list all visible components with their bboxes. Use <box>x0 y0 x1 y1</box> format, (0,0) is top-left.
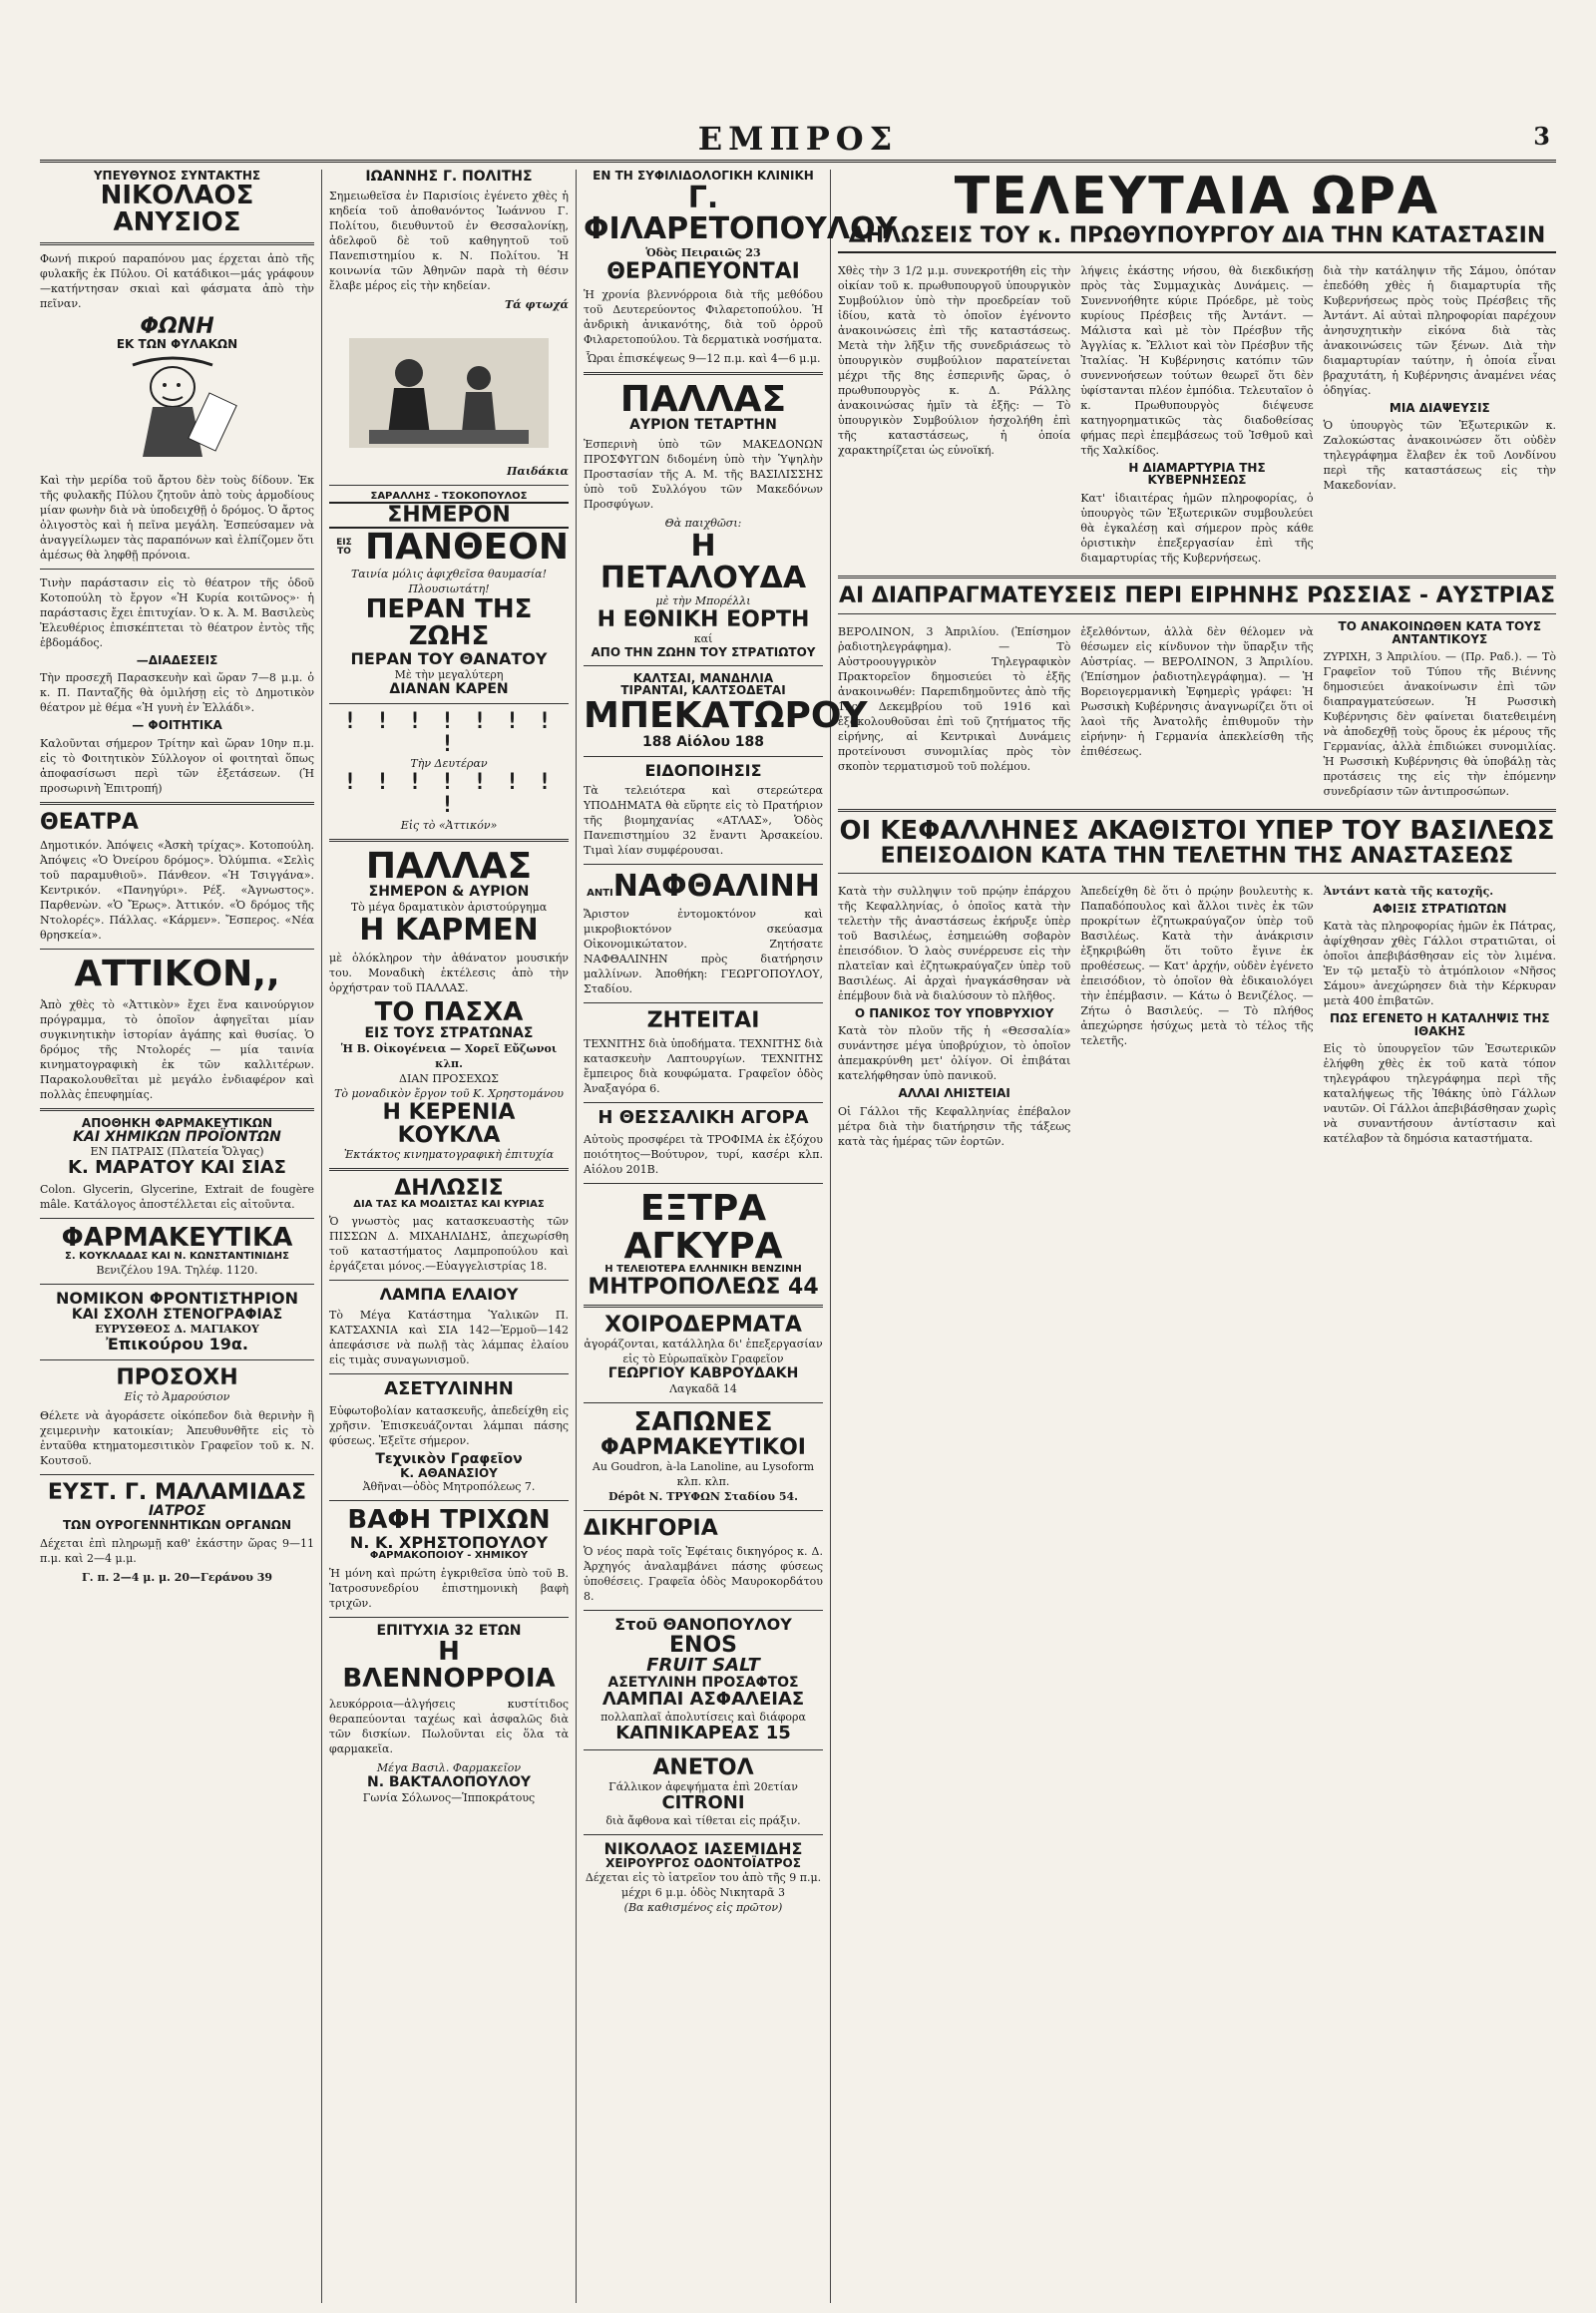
enos-heading: ENOS <box>669 1633 737 1659</box>
today-label: ΣΗΜΕΡΟΝ <box>329 502 569 529</box>
naftalini-text: Ἄριστον ἐντομοκτόνον καὶ μικροβιοκτόνον σκεύασμα Οἰκονομικώτατον. Ζητήσατε ΝΑΦΘΑΛΙΝΗΝ πρὸς διατήρησιν μαλλίνων. Ἀποθήκη: ΓΕΩΡΓΟΠΟΥΛΟΥ, Σταδίου. <box>584 907 823 995</box>
article-c-col1-c: Οἱ Γάλλοι τῆς Κεφαλληνίας ἐπέβαλον μέτρα διὰ τὴν διατήρησιν τῆς τάξεως κατὰ τὰς ἡμέρας τῶν ἑορτῶν. <box>838 1104 1071 1148</box>
citroni-heading: CITRONI <box>661 1791 745 1813</box>
xoirodermata-address: Λαγκαδᾶ 14 <box>669 1381 737 1395</box>
column-3 <box>584 169 898 2303</box>
vafi-role: ΦΑΡΜΑΚΟΠΟΙΟΥ - ΧΗΜΙΚΟΥ <box>369 1550 529 1562</box>
xoirodermata-name: ΓΕΩΡΓΙΟΥ ΚΑΒΡΟΥΔΑΚΗ <box>607 1365 799 1382</box>
farmakeftikoi-heading: ΦΑΡΜΑΚΕΥΤΙΚΟΙ <box>600 1435 806 1461</box>
article-a-col2-note: Η ΔΙΑΜΑΡΤΥΡΙΑ ΤΗΣ ΚΥΒΕΡΝΗΣΕΩΣ <box>1128 460 1266 488</box>
column-rule <box>830 170 831 2303</box>
ad1-title: ΑΠΟΘΗΚΗ ΦΑΡΜΑΚΕΥΤΙΚΩΝ <box>81 1115 273 1130</box>
pallas-heading: ΠΑΛΛΑΣ <box>365 845 533 887</box>
pascha-note: ΔΙΑΝ ΠΡΟΣΕΧΩΣ <box>399 1071 499 1085</box>
agora-text: Αὐτοὺς προσφέρει τὰ ΤΡΟΦΙΜΑ ἐκ ἐξόχου ποιότητος—Βούτυρον, τυρί, κασέρι κλπ. Αἰόλου 201Β. <box>584 1132 823 1176</box>
column-rule <box>576 170 577 2303</box>
article-b-col3-note: ΤΟ ΑΝΑΚΟΙΝΩΘΕΝ ΚΑΤΑ ΤΟΥΣ ΑΝΤΑΝΤΙΚΟΥΣ <box>1338 618 1542 646</box>
masthead <box>40 120 1556 163</box>
ethniki-heading-2: ΑΠΟ ΤΗΝ ΖΩΗΝ ΤΟΥ ΣΤΡΑΤΙΩΤΟΥ <box>591 645 816 660</box>
article-c-col3-note: Ἀντάντ κατὰ τῆς κατοχῆς. <box>1323 884 1494 898</box>
film1-subtitle: ΠΕΡΑΝ ΤΟΥ ΘΑΝΑΤΟΥ <box>350 648 548 668</box>
ad4-text: Θέλετε νὰ ἀγοράσετε οἰκόπεδον διὰ θερινὴν ἢ χειμερινὴν κατοικίαν; Ἀπευθυνθῆτε εἰς τὸ ἐνταῦθα κτηματομεσιτικὸν Γραφεῖον τοῦ κ. Ν. Κουτσοῦ. <box>40 1409 314 1468</box>
exclam-note: Τὴν Δευτέραν <box>410 757 488 771</box>
zitountai-heading: ΖΗΤΕΙΤΑΙ <box>646 1007 760 1033</box>
thanopoulou-heading: Στοῦ ΘΑΝΟΠΟΥΛΟΥ <box>614 1615 792 1635</box>
film1-star: ΔΙΑΝΑΝ ΚΑΡΕΝ <box>389 681 509 698</box>
ad3-title: ΝΟΜΙΚΟΝ ΦΡΟΝΤΙΣΤΗΡΙΟΝ <box>56 1288 298 1308</box>
ad5-address: Γ. π. 2—4 μ. μ. 20—Γεράνου 39 <box>81 1570 273 1584</box>
article-a-col3-note: ΜΙΑ ΔΙΑΨΕΥΣΙΣ <box>1389 400 1490 415</box>
exclam-line: ! ! ! ! ! ! ! ! <box>343 709 555 758</box>
article-b-headline: ΑΙ ΔΙΑΠΡΑΓΜΑΤΕΥΣΕΙΣ ΠΕΡΙ ΕΙΡΗΝΗΣ ΡΩΣΣΙΑΣ - ΑΥΣΤΡΙΑΣ <box>838 582 1556 608</box>
vafi-heading: ΒΑΦΗ ΤΡΙΧΩΝ <box>347 1505 551 1536</box>
epitychia-heading: ΕΠΙΤΥΧΙΑ 32 ΕΤΩΝ <box>376 1622 522 1639</box>
pallas-heading-2: ΠΑΛΛΑΣ <box>619 378 787 420</box>
theatra-heading: ΘΕΑΤΡΑ <box>40 810 139 836</box>
bekatorou-address: 188 Αἰόλου 188 <box>641 733 765 750</box>
pantheon-text: Ταινία μόλις ἀφιχθεῖσα θαυμασία! Πλουσιωτάτη! <box>350 568 548 596</box>
ad4-subtitle: Εἰς τὸ Ἀμαρούσιον <box>124 1390 230 1404</box>
lampai-text: πολλαπλαῖ ἀπολυτίσεις καὶ διάφορα <box>600 1710 806 1724</box>
article-c-subheadline: ΕΠΕΙΣΟΔΙΟΝ ΚΑΤΑ ΤΗΝ ΤΕΛΕΤΗΝ ΤΗΣ ΑΝΑΣΤΑΣΕΩΣ <box>838 845 1556 873</box>
clinic-text: Ἡ χρονία βλεννόρροια διὰ τῆς μεθόδου τοῦ Δευτερεύοντος Φιλαρετοπούλου. Ἡ ἀνδρικὴ ἀνικανότης, διὰ τοῦ ὁρροῦ Φιλαρετοπούλου. Τὰ δερματικὰ νοσήματα. <box>584 287 823 346</box>
article-c-col3-note3: ΠΩΣ ΕΓΕΝΕΤΟ Η ΚΑΤΑΛΗΨΙΣ ΤΗΣ ΙΘΑΚΗΣ <box>1330 1011 1550 1038</box>
fruit-salt: FRUIT SALT <box>646 1655 760 1677</box>
article-b-col1: ΒΕΡΟΛΙΝΟΝ, 3 Ἀπριλίου. (Ἐπίσημον ῥαδιοτηλεγράφημα). — Τὸ Αὐστροουγγρικὸν Τηλεγραφικὸν Πρακτορεῖον δημοσιεύει τὸ ἑξῆς ἀνακοινωθέν: Παρεπιδημοῦντες ἀπὸ τῆς 1ης Δεκεμβρίου τοῦ 1916 καὶ ἐξακολουθοῦσαι ἐπὶ τοῦ ζητήματος τῆς εἰρήνης, αἱ Κεντρικαὶ Δυνάμεις προτείνουσι συνομιλίας πρὸς τὸν σκοπὸν τερματισμοῦ τοῦ πολέμου. <box>838 624 1071 773</box>
pascha-text: Ἡ Β. Οἰκογένεια — Χορεῖ Εὔζωνοι κλπ. <box>340 1041 558 1070</box>
article-c-col2: Ἀπεδείχθη δὲ ὅτι ὁ πρῴην βουλευτὴς κ. Παπαδόπουλος καὶ ἄλλοι τινὲς ἐκ τῶν προκρίτων ἐζητωκραύγαζον ὑπὲρ τοῦ Βασιλέως. Κατὰ τὴν ἀνάκρισιν ἐξηκριβώθη ὅτι τοῦτο ἔγινε ἐκ προθέσεως. — Κατ' ἀρχήν, οὐδὲν ἐγένετο ἐπεισόδιον, τὸ ὁποῖον θὰ ἐδικαιολόγει τὴν ἐπέμβασιν. — Κάτω ὁ Βενιζέλος. — Ζήτω ὁ Βασιλεύς. — Τὸ πλήθος ἀπεχώρησε ἡσύχως μετὰ τὸ τέλος τῆς τελετῆς. <box>1080 884 1314 1047</box>
ad2-title: ΦΑΡΜΑΚΕΥΤΙΚΑ <box>61 1223 293 1254</box>
article-a-col3-b: Ὁ ὑπουργὸς τῶν Ἐξωτερικῶν κ. Ζαλοκώστας ἀνακοινώσεν ὅτι οὐδὲν τηλεγράφημα ἔλαβεν ἐκ τοῦ Λονδίνου περὶ τῆς καταστάσεως εἰς τὴν Μακεδονίαν. <box>1323 419 1556 493</box>
sapounes-text: Au Goudron, à-la Lanoline, au Lysoform κλπ. κλπ. <box>592 1460 815 1489</box>
phoni-heading: ΦΩΝΗ <box>140 314 214 340</box>
column-2 <box>329 170 569 2303</box>
phoni-text: Καὶ τὴν μερίδα τοῦ ἄρτου δὲν τοὺς δίδουν. Ἐκ τῆς φυλακῆς Πύλου ζητοῦν ἀπὸ τοὺς ἁρμοδίους μίαν φωνὴν διὰ νὰ ὑποδειχθῇ ὁ δρόμος. Ὁ ἄρτος ὀλιγοστὸς καὶ ἡ πεῖνα μεγάλη. Ἐσπεύσαμεν νὰ ἀναγγείλωμεν τὰς παραπόνων καὶ ἐλπίζομεν ὅτι ἀμέσως θὰ ληφθῇ πρόνοια. <box>40 473 314 562</box>
kaltsai-line: ΚΑΛΤΣΑΙ, ΜΑΝΔΗΛΙΑ <box>632 670 774 685</box>
diaxeiseis-heading: —ΔΙΑΔΕΣΕΙΣ <box>136 652 218 667</box>
eidopoiisis-text: Τὰ τελειότερα καὶ στερεώτερα ΥΠΟΔΗΜΑΤΑ θὰ εὕρητε εἰς τὸ Πρατήριον τῆς βιομηχανίας «ΑΤΛΑΣ», Ὁδὸς Πανεπιστημίου 32 ἔναντι Ἀρσακείου. Τιμαὶ λίαν συμφέρουσαι. <box>584 784 823 858</box>
xoirodermata-heading: ΧΟΙΡΟΔΕΡΜΑΤΑ <box>604 1313 802 1338</box>
article-a-col1: Χθὲς τὴν 3 1/2 μ.μ. συνεκροτήθη εἰς τὴν οἰκίαν τοῦ κ. πρωθυπουργοῦ ὑπουργικὸν Συμβούλιον ὑπὸ τὴν προεδρείαν τοῦ ἰδίου, κατὰ τὸ ὁποῖον ἐγένοντο ἀνακοινώσεις ἐπὶ τῆς καταστάσεως. Μετὰ τὴν λῆξιν τῆς συνεδριάσεως τὸ ὑπουργικὸν συμβούλιον παρατείνεται μέχρι τῆς 8ης ἑσπερινῆς ὥρας, ὁ πρωθυπουργὸς κ. Δ. Ράλλης ἀνακοινώσας ἡμῖν τὰ ἑξῆς: — Τὸ ὑπουργικὸν Συμβούλιον ἠσχολήθη ἐπὶ τῆς καταστάσεως, ἡ ὁποία χαρακτηρίζεται ὡς εὐνοϊκή. <box>838 263 1071 457</box>
clinic-heading: ΕΝ ΤΗ ΣΥΦΙΛΙΔΟΛΟΓΙΚΗ ΚΛΙΝΙΚΗ <box>593 169 814 183</box>
asetylini-address: Ἀθῆναι—ὁδὸς Μητροπόλεως 7. <box>362 1480 536 1494</box>
bekatorou-heading: ΜΠΕΚΑΤΩΡΟΥ <box>584 695 868 737</box>
theatre-intro: Τινὴν παράστασιν εἰς τὸ θέατρον τῆς ὁδοῦ Κοτοπούλη τὸ ἔργον «Ἡ Κυρία κοιτῶνος»· ἡ παράστασις ἔχει ἐπιτυχίαν. Ὁ κ. Ἀ. Μ. Βασιλεὺς Ἐλευθέριος ἐπισκέπτεται τὸ θέατρον ἐντὸς τῆς ἑβδομάδος. <box>40 576 314 649</box>
ad4-title: ΠΡΟΣΟΧΗ <box>116 1365 238 1391</box>
exclam-note-2: Εἰς τὸ «Ἀττικόν» <box>400 818 498 832</box>
attikon-heading: ΑΤΤΙΚΟΝ,, <box>74 954 280 995</box>
ad5-text: Δέχεται ἐπὶ πληρωμῇ καθ' ἑκάστην ὥρας 9—11 π.μ. καὶ 2—4 μ.μ. <box>40 1536 314 1565</box>
dilosis-text: Ὁ γνωστὸς μας κατασκευαστὴς τῶν ΠΙΣΣΩΝ Δ. ΜΙΧΑΗΛΙΔΗΣ, ἀπεχωρίσθη τοῦ καταστήματος Λαμπροπούλου καὶ ἐργάζεται μόνος.—Εὐαγγελιστρίας 18. <box>329 1215 569 1274</box>
ad1-subtitle: ΚΑΙ ΧΗΜΙΚΩΝ ΠΡΟΪΟΝΤΩΝ <box>73 1128 281 1145</box>
poet-text: Σημειωθεῖσα ἐν Παρισίοις ἐγένετο χθὲς ἡ κηδεία τοῦ ἀποθανόντος Ἰωάννου Γ. Πολίτου, διευθυντοῦ ἐν Θεσσαλονίκῃ, ἀδελφοῦ δὲ τοῦ καθηγητοῦ τοῦ Πανεπιστημίου κ. Ν. Πολίτου. Ἡ κοινωνία τῶν Ἀθηνῶν παρὰ τὴ θέσιν ἔλαβε μέρος εἰς τὴν κηδείαν. <box>329 189 569 292</box>
headline: ΤΕΛΕΥΤΑΙΑ ΩΡΑ <box>954 167 1440 226</box>
pallas-play: Θὰ παιχθῶσι: <box>664 517 742 531</box>
petalouda-sub: μὲ τὴν Μπορέλλι <box>655 594 751 608</box>
kapnikarea-heading: ΚΑΠΝΙΚΑΡΕΑΣ 15 <box>615 1722 791 1743</box>
theatra-text: Δημοτικόν. Ἀπόψεις «Ἀσκὴ τρίχας». Κοτοπούλη. Ἀπόψεις «Ὁ Ὀνείρου δρόμος». Ὀλύμπια. «Σελὶς τοῦ παραμυθιοῦ». Πάνθεον. «Ἡ Τσιγγάνα». Κεντρικόν. «Πανηγύρι». Ρέξ. «Ἀγνωστος». Παρθενὼν. «Ὁ Ἔρως». Ἀττικόν. «Ὁ δρόμος τῆς Ντολορές». Πάλλας. «Κάρμεν». Ἔσπερος. «Νέα θρησκεία». <box>40 839 314 943</box>
intro-text: Φωνή πικρού παραπόνου μας έρχεται ἀπὸ τῆς φυλακῆς ἐκ Πύλου. Οἱ κατάδικοι—μάς γράφουν—κατήντησαν σκιαὶ καὶ φάσματα ἀπὸ τὴν πεῖναν. <box>40 252 314 311</box>
ad2-subtitle: Σ. ΚΟΥΚΛΑΔΑΣ ΚΑΙ Ν. ΚΩΝΣΤΑΝΤΙΝΙΔΗΣ <box>65 1251 289 1263</box>
foitiki-heading: — ΦΟΙΤΗΤΙΚΑ <box>132 718 222 733</box>
pantheon-heading: ΠΑΝΘΕΟΝ <box>364 527 569 569</box>
article-c-headline: ΟΙ ΚΕΦΑΛΛΗΝΕΣ ΑΚΑΘΙΣΤΟΙ ΥΠΕΡ ΤΟΥ ΒΑΣΙΛΕΩΣ <box>839 816 1555 847</box>
ad5-name: ΕΥΣΤ. Γ. ΜΑΛΑΜΙΔΑΣ <box>47 1480 307 1506</box>
iasemidis-text: Δέχεται εἰς τὸ ἰατρεῖον του ἀπὸ τῆς 9 π.μ. μέχρι 6 μ.μ. ὁδὸς Νικηταρᾶ 3 <box>585 1870 822 1899</box>
ekstra-heading: ΕΞΤΡΑ ΑΓΚΥΡΑ <box>623 1187 783 1267</box>
asetylini-heading: ΑΣΕΤΥΛΙΝΗΝ <box>384 1378 514 1400</box>
pallas-text-2: Ἐσπερινὴ ὑπὸ τῶν ΜΑΚΕΔΟΝΩΝ ΠΡΟΣΦΥΓΩΝ διδομένη ὑπὸ τὴν Ὑψηλὴν Προστασίαν τῆς Α. Μ. τῆς ΒΑΣΙΛΙΣΣΗΣ ὑπὸ τοῦ Συλλόγου τῶν Μακεδόνων Προσφύγων. <box>584 438 823 512</box>
dikigoria-heading: ΔΙΚΗΓΟΡΙΑ <box>584 1516 718 1542</box>
exclam-line-2: ! ! ! ! ! ! ! ! <box>343 770 555 819</box>
asetylini-name: Κ. ΑΘΑΝΑΣΙΟΥ <box>400 1465 498 1480</box>
naftalini-heading: ΝΑΦΘΑΛΙΝΗ <box>612 869 820 905</box>
pallas-day: ΑΥΡΙΟΝ ΤΕΤΑΡΤΗΝ <box>629 417 777 434</box>
zitountai-text: ΤΕΧΝΙΤΗΣ διὰ ὑποδήματα. ΤΕΧΝΙΤΗΣ διὰ κατασκευὴν Λαπτουργίων. ΤΕΧΝΙΤΗΣ ἔμπειρος διὰ κουφώματα. Γραφεῖον ὁδὸς Ἀναξαγόρα 6. <box>584 1036 823 1095</box>
caption: Τά φτωχά <box>504 297 569 311</box>
pascha-subheading: ΕΙΣ ΤΟΥΣ ΣΤΡΑΤΩΝΑΣ <box>364 1024 534 1041</box>
kerenia-subheading: Ἐκτάκτος κινηματογραφικὴ ἐπιτυχία <box>343 1147 555 1161</box>
lampa-text: Τὸ Μέγα Κατάστημα Ὑαλικῶν Π. ΚΑΤΣΑΧΝΙΑ καὶ ΣΙΑ 142—Ἑρμοῦ—142 ἀπεφάσισε νὰ πωλῇ τὰς λάμπας ἐλαίου εἰς τιμὰς συναγωνισμοῦ. <box>329 1309 569 1367</box>
pallas-text: Τὸ μέγα δραματικὸν ἀριστούργημα <box>350 901 548 915</box>
article-c-col3-b: Εἰς τὸ ὑπουργεῖον τῶν Ἐσωτερικῶν ἐλήφθη χθὲς ἐκ τοῦ κατὰ τόπον τηλεγράφου τηλεγράφημα περὶ τῆς καταλήψεως τῆς Ἰθάκης ὑπὸ Γάλλων ναυτῶν. Οἱ Γάλλοι ἀπεβιβάσθησαν χωρὶς νὰ συναντήσουν ἀντίστασιν καὶ κατέλαβον τὰ δημόσια καταστήματα. <box>1323 1042 1556 1146</box>
vlennorroia-address: Γωνία Σόλωνος—Ἱπποκράτους <box>362 1790 536 1804</box>
ekstra-address: ΜΗΤΡΟΠΟΛΕΩΣ 44 <box>588 1274 819 1300</box>
dilosis-subheading: ΔΙΑ ΤΑΣ ΚΑ ΜΟΔΙΣΤΑΣ ΚΑΙ ΚΥΡΙΑΣ <box>353 1198 545 1210</box>
ad3-line: ΕΥΡΥΣΘΕΟΣ Δ. ΜΑΓΙΑΚΟΥ <box>95 1323 259 1337</box>
lampai-heading: ΛΑΜΠΑΙ ΑΣΦΑΛΕΙΑΣ <box>601 1688 805 1710</box>
article-c-col1: Κατὰ τὴν συλληψιν τοῦ πρῴην ἐπάρχου τῆς Κεφαλληνίας, ὁ ὁποῖος κατὰ τὴν τελετὴν τῆς ἀναστάσεως ἐκήρυξε ὑπὲρ τοῦ Βασιλέως, ἐσημειώθη σοβαρὸν ἐπεισόδιον. Ὁ λαὸς συνέρρευσε εἰς τὴν πλατεῖαν καὶ ἐζητωκραύγαζεν ὑπὲρ τοῦ Βασιλέως. Αἱ ἀρχαὶ ἠναγκάσθησαν νὰ ἐπέμβουν διὰ νὰ διαλύσουν τὸ πλῆθος. <box>838 884 1071 1002</box>
article-c-col3-note2: ΑΦΙΞΙΣ ΣΤΡΑΤΙΩΤΩΝ <box>1373 901 1507 916</box>
vlennorroia-heading: Η ΒΛΕΝΝΟΡΡΟΙΑ <box>342 1636 556 1694</box>
carmen-text: μὲ ὁλόκληρον τὴν ἀθάνατον μουσικήν του. Μοναδικὴ ἐκτέλεσις ἀπὸ τὴν ὀρχήστραν τοῦ ΠΑΛΛΑΣ. <box>329 951 569 994</box>
article-a-col3: διὰ τὴν κατάληψιν τῆς Σάμου, ὁπόταν ἐπεδόθη χθὲς ἡ διαμαρτυρία τῆς Κυβερνήσεως πρὸς τοὺς Πρέσβεις τῆς Ἀντάντ. Αἱ αὐταὶ πληροφορίαι παρέχουν ἀνησυχητικὴν εἰκόνα διὰ τὰς ἀνακοινώσεις τῶν ξένων. Διὰ τὴν διαμαρτυρίαν ταύτην, ἡ ὁποία εἶναι βραχυτάτη, ἡ Κυβέρνησις ἀναμένει νέας ὁδηγίας. <box>1323 263 1556 397</box>
kerenia-heading: Η ΚΕΡΕΝΙΑ ΚΟΥΚΛΑ <box>382 1099 516 1148</box>
newspaper-title: ΕΜΠΡΟΣ <box>697 120 899 158</box>
article-c-col1-b: Κατὰ τὸν πλοῦν τῆς ἡ «Θεσσαλία» συνάντησε μέγα ὑποβρύχιον, τὸ ὁποῖον ἀπεμακρύνθη μετ' ὀλίγον. Οἱ ἐπιβάται κατελήφθησαν ὑπὸ πανικοῦ. <box>838 1024 1071 1083</box>
anetol-heading: ΑΝΕΤΟΛ <box>652 1754 754 1780</box>
foitiki-text: Καλοῦνται σήμερον Τρίτην καὶ ὥραν 10ην π.μ. εἰς τὸ Φοιτητικὸν Σύλλογον οἱ φοιτηταὶ ὅπως ἀποφασίσωσι περὶ τῶν ἐξετάσεων. (Ἡ προσωρινὴ Ἐπιτροπή) <box>40 737 314 796</box>
iasemidis-name: ΝΙΚΟΛΑΟΣ ΙΑΣΕΜΙΔΗΣ <box>603 1838 803 1858</box>
vlennorroia-foot: Μέγα Βασιλ. Φαρμακεῖον <box>376 1761 522 1775</box>
citroni-text: διὰ ἄφθονα καὶ τίθεται εἰς πράξιν. <box>605 1813 801 1827</box>
aseti-heading: ΑΣΕΤΥΛΙΝΗ ΠΡΟΣΑΦΤΟΣ <box>607 1675 799 1692</box>
article-c-col1-note2: ΑΛΛΑΙ ΛΗΙΣΤΕΙΑΙ <box>898 1086 1010 1101</box>
caption-2: Παιδάκια <box>506 464 569 478</box>
article-a-col2: λήψεις ἑκάστης νήσου, θὰ διεκδικήσῃ πρὸς τὰς Συμμαχικὰς Δυνάμεις. — Συνεννοήθητε κύριε Πρόεδρε, μὲ τοὺς κυρίους Πρέσβεις τῆς Ἀντάντ. — Μάλιστα καὶ μὲ τὸν Πρέσβυν τῆς Ἀγγλίας κ. Ἔλλιοτ καὶ τὸν Πρέσβυν τῆς Ἰταλίας. Ἡ Κυβέρνησις κατόπιν τῶν συνεννοήσεων τούτων θεωρεῖ ὅτι δὲν ὑφίστανται πλέον ἐμπόδια. Τελευταῖον ὁ κ. Πρωθυπουργὸς διέψευσε κατηγορηματικῶς τὰς διαδοθείσας φήμας περὶ ἐπεμβάσεως τοῦ Ἰσθμοῦ καὶ τῆς Χαλκίδος. <box>1080 263 1314 457</box>
column-rule <box>321 170 322 2303</box>
iasemidis-role: ΧΕΙΡΟΥΡΓΟΣ ΟΔΟΝΤΟΪΑΤΡΟΣ <box>605 1856 801 1871</box>
sapounes-heading: ΣΑΠΩΝΕΣ <box>633 1406 773 1437</box>
article-a-col2-b: Κατ' ἰδιαιτέρας ἡμῶν πληροφορίας, ὁ ὑπουργὸς τῶν Ἐξωτερικῶν συμβουλεύει θὰ ἐγκαλέσῃ καὶ σήμερον πρὸς κάθε ὁριστικὴν ἐπεξεργασίαν ἐπὶ τῆς διαμαρτυρίας τῆς Κυβερνήσεως. <box>1080 491 1314 565</box>
ad5-spec: ΤΩΝ ΟΥΡΟΓΕΝΝΗΤΙΚΩΝ ΟΡΓΑΝΩΝ <box>62 1518 292 1533</box>
article-b-col2: ἐξελθόντων, ἀλλὰ δὲν θέλομεν νὰ θέσωμεν εἰς κίνδυνον τὴν ὕπαρξιν τῆς Αὐστρίας. — ΒΕΡΟΛΙΝΟΝ, 3 Ἀπριλίου. (Ἐπίσημον ῥαδιοτηλεγράφημα). — Ἡ Βορειογερμανικὴ Ἐφημερὶς γράφει: Ἡ Ρωσσικὴ Κυβέρνησις ἀναγνωρίζει ὅτι οἱ λαοὶ τῆς Ἀνατολῆς ἐπιθυμοῦν τὴν εἰρήνην· ἡ Γερμανία ἀπεκλείσθη τῆς ἐπιθέσεως. <box>1080 624 1314 758</box>
vafi-text: Ἡ μόνη καὶ πρώτη ἐγκριθεῖσα ὑπὸ τοῦ Β. Ἰατροσυνεδρίου ἐπιστημονικὴ βαφὴ τριχῶν. <box>329 1566 569 1610</box>
asetylini-text: Εὐφωτοβολίαν κατασκευῆς, ἀπεδείχθη εἰς χρῆσιν. Ἐπισκευάζονται λάμπαι πάσης φύσεως. Ἐξεῖτε σήμερον. <box>329 1403 569 1447</box>
phoni-subheading: ΕΚ ΤΩΝ ΦΥΛΑΚΩΝ <box>116 337 238 352</box>
illustration-children <box>339 318 559 458</box>
dikigoria-text: Ὁ νέος παρὰ τοῖς Ἐφέταις δικηγόρος κ. Δ. Ἀρχηγός ἀναλαμβάνει πάσης φύσεως ὑποθέσεις. Γραφεῖα ὁδὸς Μαυροκορδάτου 8. <box>584 1545 823 1604</box>
ethniki-sub: καί <box>693 632 713 646</box>
article-b-col3: ΖΥΡΙΧΗ, 3 Ἀπριλίου. — (Πρ. Ραδ.). — Τὸ Γραφεῖον τοῦ Τύπου τῆς Βιέννης δημοσιεύει ἀνακοίνωσιν ἐπὶ τῶν διαπραγματεύσεων. Ἡ Ρωσσικὴ Κυβέρνησις δὲν φαίνεται διατεθειμένη νὰ ἀποδεχθῇ τοὺς ὅρους ἐκ μέρους τῆς Γερμανίας, ἀλλὰ ἐπιδιώκει συνομιλίας. Ἡ Ρωσσικὴ Κυβέρνησις θὰ ὑποβάλῃ τὰς προτάσεις της εἰς τὴν ἐπόμενην συνεδρίασιν τῶν ἀντιπροσώπων. <box>1323 650 1556 799</box>
vafi-name: Ν. Κ. ΧΡΗΣΤΟΠΟΥΛΟΥ <box>349 1532 549 1552</box>
film1-title: ΠΕΡΑΝ ΤΗΣ ΖΩΗΣ <box>365 594 533 652</box>
sapounes-depot: Dépôt Ν. ΤΡΥΦΩΝ Σταδίου 54. <box>608 1490 798 1504</box>
dilosis-heading: ΔΗΛΩΣΙΣ <box>394 1175 504 1201</box>
vlennorroia-name: Ν. ΒΑΚΤΑΛΟΠΟΥΛΟΥ <box>366 1774 531 1791</box>
ad3-address: Ἐπικούρου 19α. <box>106 1335 248 1354</box>
film1-by: Μὲ τὴν μεγαλύτερη <box>394 668 504 682</box>
ad1-place: ΕΝ ΠΑΤΡΑΙΣ (Πλατεία Ὄλγας) <box>90 1145 264 1159</box>
ad1-text: Colon. Glycerin, Glycerine, Extrait de fougère mâle. Κατάλογος ἀποστέλλεται εἰς αἰτοῦντα. <box>40 1183 314 1212</box>
kaltsai-line-2: ΤΙΡΑΝΤΑΙ, ΚΑΛΤΣΟΔΕΤΑΙ <box>620 683 786 698</box>
ekstra-subheading: Η ΤΕΛΕΙΟΤΕΡΑ ΕΛΛΗΝΙΚΗ ΒΕΝΖΙΝΗ <box>604 1264 802 1276</box>
pallas-subheading: ΣΗΜΕΡΟΝ & ΑΥΡΙΟΝ <box>368 884 530 901</box>
carmen-heading: Η ΚΑΡΜΕΝ <box>359 913 539 949</box>
editor-label: ΥΠΕΥΘΥΝΟΣ ΣΥΝΤΑΚΤΗΣ <box>93 169 261 183</box>
petalouda-heading: Η ΠΕΤΑΛΟΥΔΑ <box>599 529 807 595</box>
pantheon-prefix: ΕΙΣ ΤΟ <box>336 537 352 558</box>
kerenia-pre: Τὸ μοναδικὸν ἔργον τοῦ Κ. Χρηστομάνου <box>334 1086 564 1100</box>
editor-name: ΝΙΚΟΛΑΟΣ ΑΝΥΣΙΟΣ <box>100 180 254 237</box>
ad3-subtitle: ΚΑΙ ΣΧΟΛΗ ΣΤΕΝΟΓΡΑΦΙΑΣ <box>71 1306 283 1323</box>
article-c-col1-note: Ο ΠΑΝΙΚΟΣ ΤΟΥ ΥΠΟΒΡΥΧΙΟΥ <box>854 1005 1054 1020</box>
anetol-text: Γάλλικον ἀφεψήματα ἐπὶ 20ετίαν <box>608 1779 798 1793</box>
pascha-heading: ΤΟ ΠΑΣΧΑ <box>374 996 524 1027</box>
page-number: 3 <box>1533 122 1550 151</box>
column-1 <box>40 170 314 2303</box>
illustration-figure <box>113 357 242 467</box>
clinic-address: Ὁδὸς Πειραιῶς 23 <box>645 245 761 259</box>
xoirodermata-text: ἀγοράζονται, κατάλληλα δι' ἐπεξεργασίαν εἰς τὸ Εὑρωπαϊκὸν Γραφεῖον <box>584 1338 823 1366</box>
agora-heading: Η ΘΕΣΣΑΛΙΚΗ ΑΓΟΡΑ <box>598 1106 809 1128</box>
ad2-address: Βενιζέλου 19Α. Τηλέφ. 1120. <box>96 1263 258 1277</box>
column-4-news <box>838 167 1556 2303</box>
naftalini-prefix: ΑΝΤΙ <box>587 888 613 900</box>
clinic-hours: Ὧραι ἐπισκέψεως 9—12 π.μ. καὶ 4—6 μ.μ. <box>586 351 821 365</box>
clinic-therapeuontai: ΘΕΡΑΠΕΥΟΝΤΑΙ <box>606 258 800 284</box>
lampa-heading: ΛΑΜΠΑ ΕΛΑΙΟΥ <box>379 1285 519 1305</box>
attikon-text: Ἀπὸ χθὲς τὸ «Ἀττικὸν» ἔχει ἕνα καινούργιον πρόγραμμα, τὸ ὁποῖον ἀφηγεῖται μίαν συγκινητικὴν ἱστορίαν ἀγάπης καὶ θυσίας. Ὁ δρόμος τῆς Ντολορές — μία ταινία κινηματογραφικὴ ἐκ τῶν καλλιτέρων. Παρακολουθεῖται μὲ μεγάλο ἐνδιαφέρον καὶ πολλὰς ἐπευφημίας. <box>40 997 314 1101</box>
vlennorroia-text: λευκόρροια—ἀλγήσεις κυστίτιδος θεραπεύονται ταχέως καὶ ἀσφαλῶς διὰ τῶν δισκίων. Πωλοῦνται εἰς ὅλα τὰ φαρμακεῖα. <box>329 1698 569 1756</box>
ad5-role: ΙΑΤΡΟΣ <box>148 1503 206 1520</box>
article-c-col3: Κατὰ τὰς πληροφορίας ἡμῶν ἐκ Πάτρας, ἀφίχθησαν χθὲς Γάλλοι στρατιῶται, οἱ ὁποῖοι ἀπεβιβάσθησαν εἰς τὸν λιμένα. Ἐν τῷ μεταξὺ τὸ ἀτμόπλοιον «Νῆσος Σάμου» ἀνεχώρησεν διὰ τὴν Κέρκυραν μετὰ 400 ἐπιβατῶν. <box>1323 920 1556 1008</box>
poet-title: ΙΩΑΝΝΗΣ Γ. ΠΟΛΙΤΗΣ <box>365 169 533 185</box>
asetylini-office: Τεχνικὸν Γραφεῖον <box>375 1450 523 1467</box>
ad1-name: Κ. ΜΑΡΑΤΟΥ ΚΑΙ ΣΙΑΣ <box>68 1157 286 1179</box>
sub-headline: ΔΗΛΩΣΕΙΣ ΤΟΥ κ. ΠΡΩΘΥΠΟΥΡΓΟΥ ΔΙΑ ΤΗΝ ΚΑΤΑΣΤΑΣΙΝ <box>838 224 1556 253</box>
clinic-doctor: Γ. ΦΙΛΑΡΕΤΟΠΟΥΛΟΥ <box>584 180 898 247</box>
iasemidis-address: (Βα καθισμένος εἰς πρῶτον) <box>623 1900 783 1914</box>
ethniki-heading: Η ΕΘΝΙΚΗ ΕΟΡΤΗ <box>597 607 810 633</box>
theatre-company: ΣΑΡΑΛΛΗΣ - ΤΣΟΚΟΠΟΥΛΟΣ <box>370 490 528 502</box>
diaxeiseis-text: Τὴν προσεχῆ Παρασκευὴν καὶ ὥραν 7—8 μ.μ. ὁ κ. Π. Πανταζῆς θὰ ὁμιλήσῃ εἰς τὸ Δημοτικὸν θέατρον μὲ θέμα «Ἡ γυνὴ ἐν Ἑλλάδι». <box>40 671 314 715</box>
eidopoiisis-heading: ΕΙΔΟΠΟΙΗΣΙΣ <box>644 760 762 780</box>
